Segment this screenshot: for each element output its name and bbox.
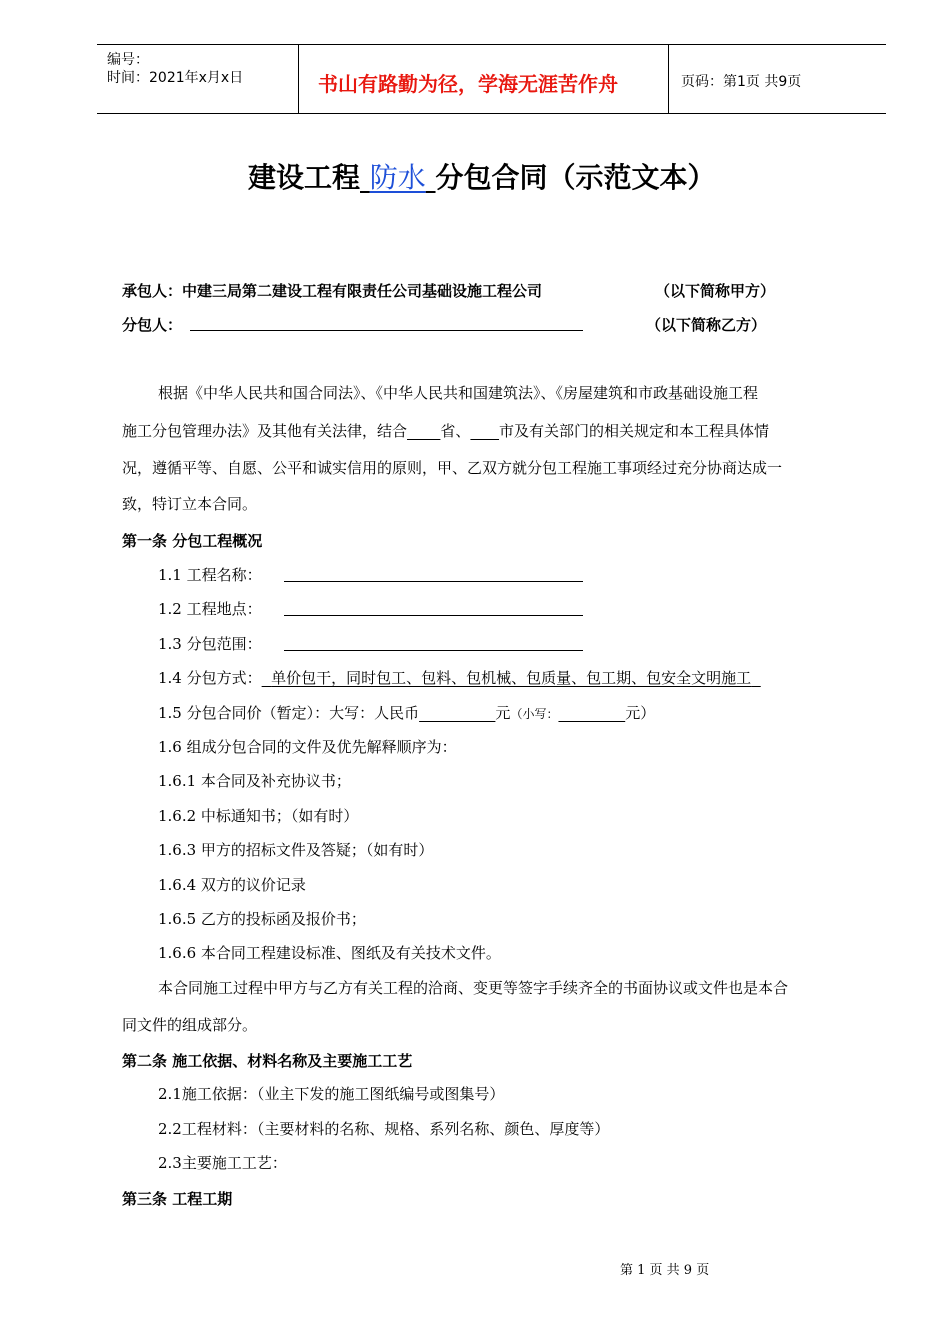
header-bottom-rule (97, 113, 886, 114)
subcontractor-blank-line (190, 330, 583, 331)
province-blank (407, 422, 440, 440)
item-1-6-2: 1.6.2 中标通知书；（如有时） (158, 807, 359, 825)
footer-page-number: 第 1 页 共 9 页 (620, 1263, 710, 1278)
subcontract-method-value: 单价包干，同时包工、包料、包机械、包质量、包工期、包安全文明施工 (271, 669, 752, 687)
item-2-3: 2.3主要施工工艺： (158, 1154, 287, 1172)
item-1-2: 1.2 工程地点： (158, 600, 262, 618)
article-1-note-line-2: 同文件的组成部分。 (122, 1016, 258, 1034)
subcontract-scope-blank (284, 650, 583, 651)
item-1-6-6: 1.6.6 本合同工程建设标准、图纸及有关技术文件。 (158, 944, 501, 962)
title-gap-right (426, 161, 436, 194)
item-1-4-label: 1.4 分包方式： (158, 669, 262, 687)
item-1-5-d: 元） (625, 704, 656, 722)
article-1-title: 第一条 分包工程概况 (122, 532, 263, 550)
subcontractor-note: （以下简称乙方） (646, 316, 767, 334)
project-name-blank (284, 581, 583, 582)
article-2-title: 第二条 施工依据、材料名称及主要施工工艺 (122, 1052, 413, 1070)
header-page-label: 页码：第1页 共9页 (681, 74, 802, 90)
article-1-note-line-1: 本合同施工过程中甲方与乙方有关工程的洽商、变更等签字手续齐全的书面协议或文件也是本合 (158, 979, 789, 997)
header-number-label: 编号： (107, 52, 149, 68)
article-3-title: 第三条 工程工期 (122, 1190, 233, 1208)
header-motto: 书山有路勤为径，学海无涯苦作舟 (318, 72, 618, 96)
city-blank (470, 422, 499, 440)
item-1-6-5: 1.6.5 乙方的投标函及报价书； (158, 910, 366, 928)
title-suffix: 分包合同（示范文本） (435, 161, 716, 194)
amount-figures-blank (558, 704, 625, 722)
header-divider-right (668, 44, 669, 113)
item-1-6-4: 1.6.4 双方的议价记录 (158, 876, 306, 894)
header-time-label: 时间：2021年x月x日 (107, 70, 244, 86)
item-1-5-a: 1.5 分包合同价（暂定）：大写：人民币 (158, 704, 420, 722)
title-prefix: 建设工程 (248, 161, 361, 194)
item-1-3: 1.3 分包范围： (158, 635, 262, 653)
intro-line-4: 致，特订立本合同。 (122, 495, 258, 513)
intro-line-2 (122, 421, 769, 441)
item-1-5-b: 元 (495, 704, 511, 722)
item-1-1: 1.1 工程名称： (158, 566, 262, 584)
header-top-rule (97, 44, 886, 45)
item-2-1: 2.1施工依据：（业主下发的施工图纸编号或图集号） (158, 1085, 505, 1103)
title-highlight: 防水 (369, 161, 426, 194)
intro-line-2-b: 省、 (440, 422, 471, 440)
header-divider-left (298, 44, 299, 113)
item-1-5-c: （小写： (510, 707, 559, 721)
subcontractor-label: 分包人： (122, 316, 183, 334)
contractor-note: （以下简称甲方） (655, 282, 776, 300)
item-1-4 (158, 668, 761, 688)
item-1-6-3: 1.6.3 甲方的招标文件及答疑；（如有时） (158, 841, 434, 859)
project-location-blank (284, 615, 583, 616)
item-1-6-1: 1.6.1 本合同及补充协议书； (158, 772, 351, 790)
document-title (248, 156, 716, 196)
item-1-5 (158, 703, 655, 724)
contractor-label: 承包人：中建三局第二建设工程有限责任公司基础设施工程公司 (122, 282, 543, 300)
title-gap-left (360, 161, 370, 194)
intro-line-2-a: 施工分包管理办法》及其他有关法律，结合 (122, 422, 408, 440)
item-1-4-value (262, 669, 761, 687)
amount-words-blank (419, 704, 495, 722)
item-2-2: 2.2工程材料：（主要材料的名称、规格、系列名称、颜色、厚度等） (158, 1120, 610, 1138)
item-1-6: 1.6 组成分包合同的文件及优先解释顺序为： (158, 738, 457, 756)
intro-line-2-c: 市及有关部门的相关规定和本工程具体情 (499, 422, 770, 440)
intro-line-1: 根据《中华人民共和国合同法》、《中华人民共和国建筑法》、《房屋建筑和市政基础设施工程 (158, 384, 759, 402)
intro-line-3: 况，遵循平等、自愿、公平和诚实信用的原则，甲、乙双方就分包工程施工事项经过充分协商达成一 (122, 459, 783, 477)
